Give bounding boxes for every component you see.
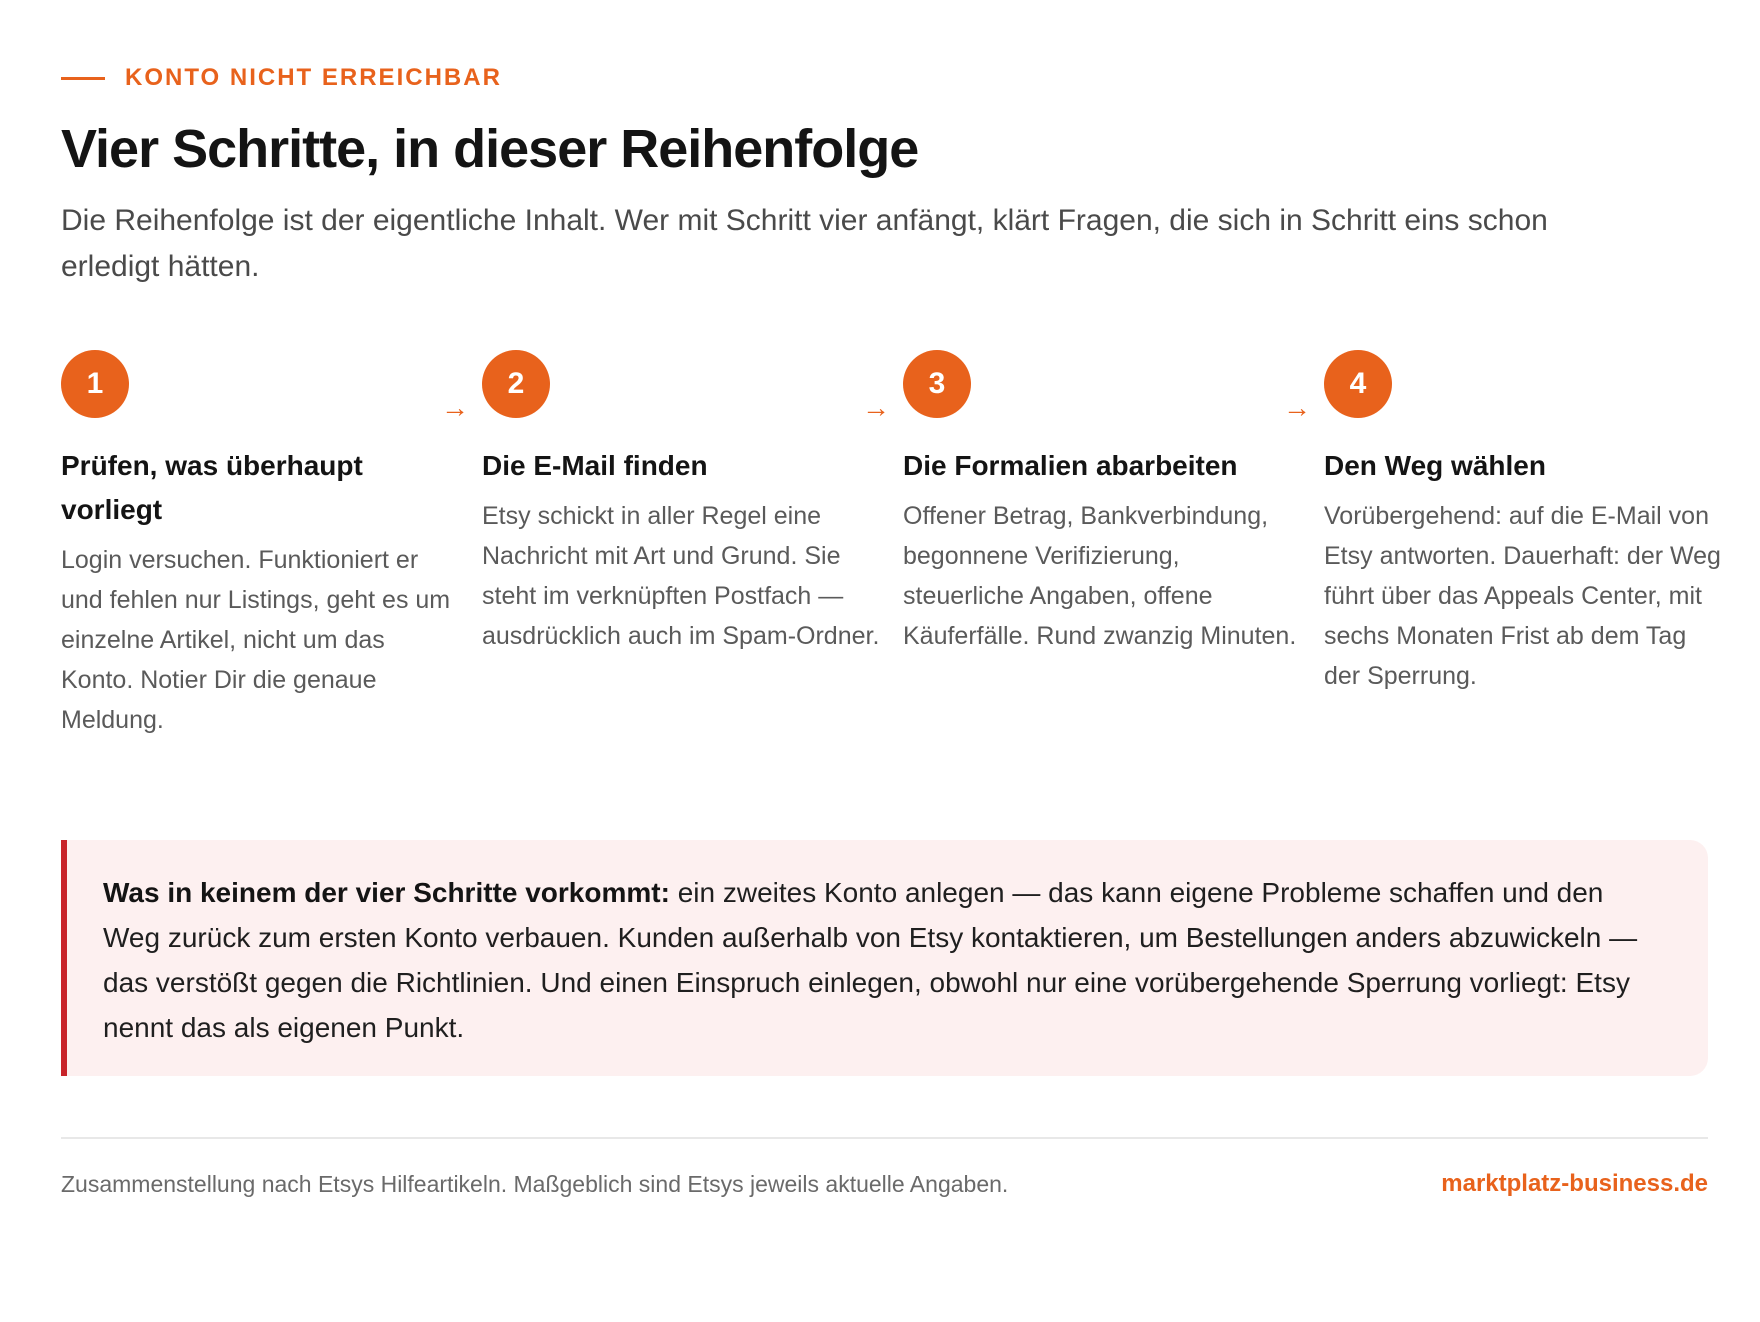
lead-paragraph: Die Reihenfolge ist der eigentliche Inhalt. Wer mit Schritt vier anfängt, klärt Fragen, die sich in Schritt eins schon erledigt hätten. — [61, 204, 1548, 283]
step-number-badge: 3 — [903, 350, 971, 418]
callout-lead: Was in keinem der vier Schritte vorkommt: — [103, 877, 670, 908]
footer — [61, 1170, 1708, 1198]
infographic — [61, 62, 1721, 1197]
step-number-badge: 4 — [1324, 350, 1392, 418]
page-title: Vier Schritte, in dieser Reihenfolge — [61, 119, 919, 179]
step-text: Etsy schickt in aller Regel eine Nachricht mit Art und Grund. Sie steht im verknüpften Postfach — ausdrücklich auch im Spam-Ordner. — [482, 502, 880, 650]
step-3 — [903, 350, 1303, 656]
step-4 — [1324, 350, 1724, 696]
step-title: Die Formalien abarbeiten — [903, 450, 1238, 481]
arrow-right-icon: → — [1283, 392, 1311, 423]
step-text: Vorübergehend: auf die E-Mail von Etsy antworten. Dauerhaft: der Weg führt über das Appeals Center, mit sechs Monaten Frist ab dem Tag der Sperrung. — [1324, 502, 1721, 690]
divider — [61, 1137, 1708, 1139]
step-text: Offener Betrag, Bankverbindung, begonnene Verifizierung, steuerliche Angaben, offene Käuferfälle. Rund zwanzig Minuten. — [903, 502, 1297, 650]
step-1 — [61, 350, 461, 740]
step-title: Den Weg wählen — [1324, 450, 1546, 481]
eyebrow — [61, 62, 1708, 94]
arrow-right-icon: → — [441, 392, 469, 423]
step-title: Prüfen, was überhaupt vorliegt — [61, 450, 363, 525]
step-2 — [482, 350, 882, 656]
step-number-badge: 2 — [482, 350, 550, 418]
eyebrow-label: KONTO NICHT ERREICHBAR — [125, 64, 502, 91]
warning-callout — [61, 840, 1708, 1076]
footer-note: Zusammenstellung nach Etsys Hilfeartikeln. Maßgeblich sind Etsys jeweils aktuelle Angaben. — [61, 1170, 1009, 1197]
step-number-badge: 1 — [61, 350, 129, 418]
step-title: Die E-Mail finden — [482, 450, 708, 481]
steps-row — [61, 350, 1721, 770]
footer-brand: marktplatz-business.de — [1441, 1170, 1708, 1197]
callout-text: ein zweites Konto anlegen — das kann eigene Probleme schaffen und den Weg zurück zum ersten Konto verbauen. Kunden außerhalb von Etsy kontaktieren, um Bestellungen anders abzuwickeln — das verstößt gegen die Richtlinien. Und einen Einspruch einlegen, obwohl nur eine vorübergehende Sperrung vorliegt: Etsy nennt das als eigenen Punkt. — [103, 877, 1638, 1043]
step-text: Login versuchen. Funktioniert er und fehlen nur Listings, geht es um einzelne Artikel, nicht um das Konto. Notier Dir die genaue Meldung. — [61, 546, 451, 734]
eyebrow-line — [61, 77, 105, 80]
arrow-right-icon: → — [862, 392, 890, 423]
